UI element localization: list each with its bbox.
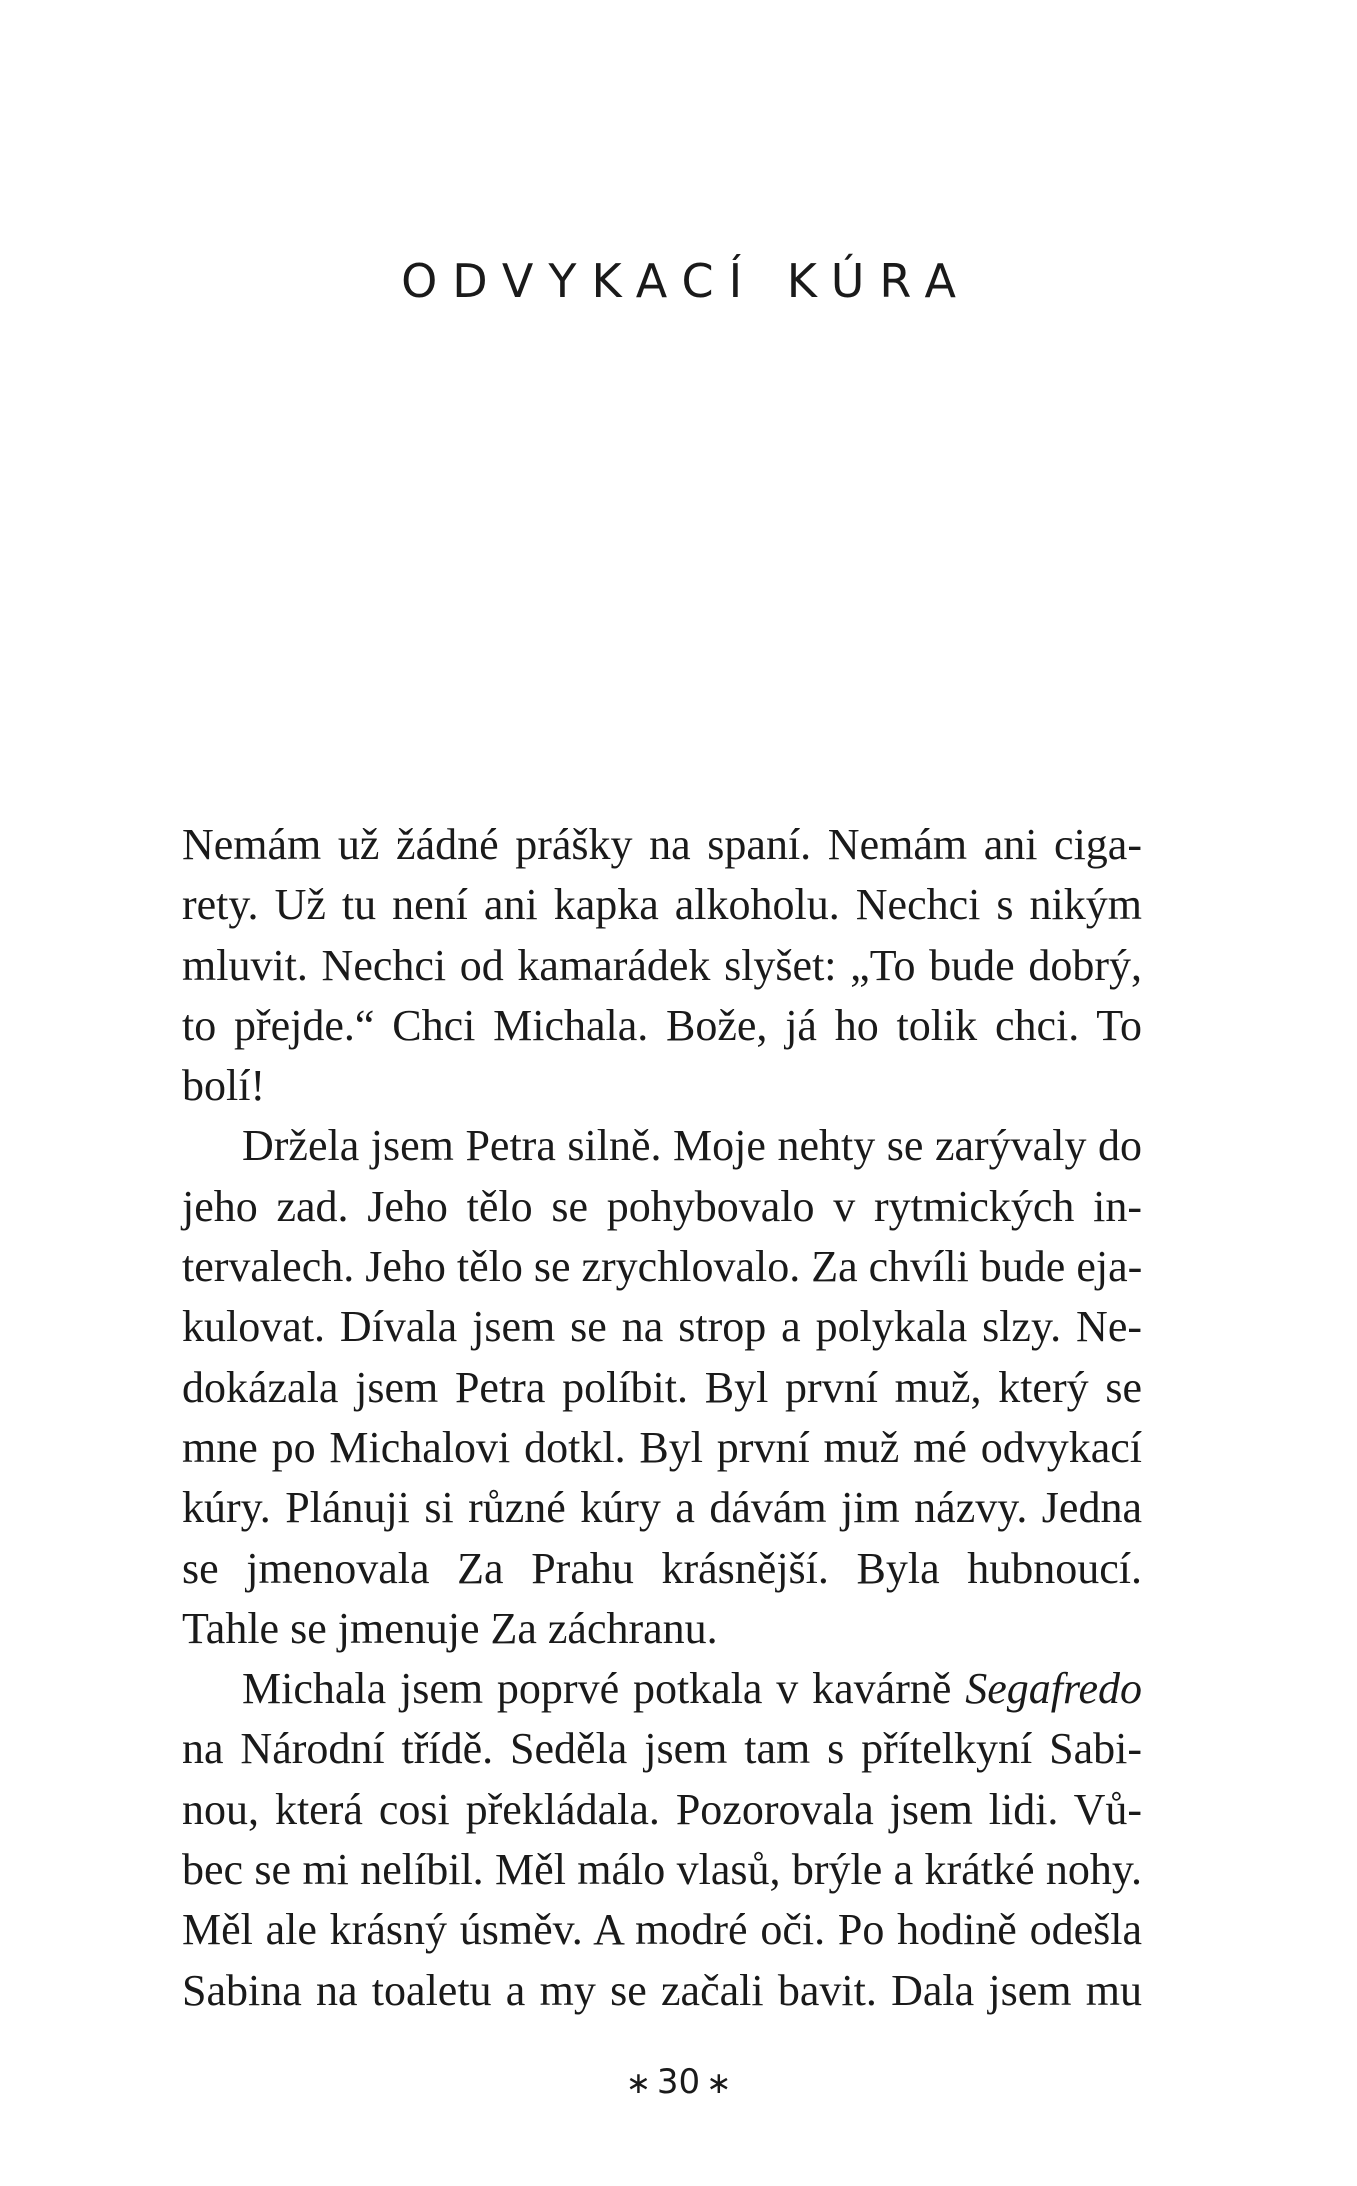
text-line: se jmenovala Za Prahu krásnější. Byla hubnoucí. — [182, 1543, 1142, 1593]
text-line: bolí! — [182, 1061, 266, 1111]
text-line: dokázala jsem Petra políbit. Byl první muž, který se — [182, 1362, 1142, 1412]
body-text — [182, 815, 1142, 2021]
asterisk-ornament-icon: ∗ — [625, 2065, 651, 2101]
text-line: na Národní třídě. Seděla jsem tam s přítelkyní Sabi- — [182, 1724, 1142, 1774]
text-line: bec se mi nelíbil. Měl málo vlasů, brýle a krátké nohy. — [182, 1845, 1142, 1895]
chapter-title: ODVYKACÍ KÚRA — [401, 254, 971, 308]
text-line: jeho zad. Jeho tělo se pohybovalo v rytmických in- — [182, 1181, 1142, 1231]
text-line: kúry. Plánuji si různé kúry a dávám jim názvy. Jedna — [182, 1483, 1142, 1533]
asterisk-ornament-icon: ∗ — [706, 2065, 732, 2101]
cafe-name: Segafredo — [965, 1664, 1142, 1714]
text-line: tervalech. Jeho tělo se zrychlovalo. Za chvíli bude eja- — [182, 1242, 1143, 1292]
text-line: Nemám už žádné prášky na spaní. Nemám ani ciga- — [182, 820, 1142, 869]
text-line: rety. Už tu není ani kapka alkoholu. Nechci s nikým — [182, 880, 1142, 930]
text-line: Sabina na toaletu a my se začali bavit. Dala jsem mu — [182, 1965, 1142, 2015]
text-line: kulovat. Dívala jsem se na strop a polykala slzy. Ne- — [182, 1302, 1142, 1352]
text-line: mluvit. Nechci od kamarádek slyšet: „To bude dobrý, — [182, 940, 1142, 990]
text-line: mne po Michalovi dotkl. Byl první muž mé odvykací — [182, 1422, 1142, 1472]
text-line-with-italic — [182, 1659, 1142, 1719]
text-segment: Michala jsem poprvé potkala v kavárně — [242, 1664, 966, 1714]
page-number: 30 — [656, 2062, 701, 2102]
text-line: Měl ale krásný úsměv. A modré oči. Po hodině odešla — [182, 1905, 1142, 1955]
text-line: Tahle se jmenuje Za záchranu. — [182, 1603, 718, 1653]
text-line: to přejde.“ Chci Michala. Bože, já ho tolik chci. To — [182, 1000, 1142, 1050]
text-line: nou, která cosi překládala. Pozorovala jsem lidi. Vů- — [182, 1784, 1142, 1834]
page-footer — [0, 2062, 1357, 2102]
text-line: Držela jsem Petra silně. Moje nehty se zarývaly do — [242, 1121, 1142, 1171]
